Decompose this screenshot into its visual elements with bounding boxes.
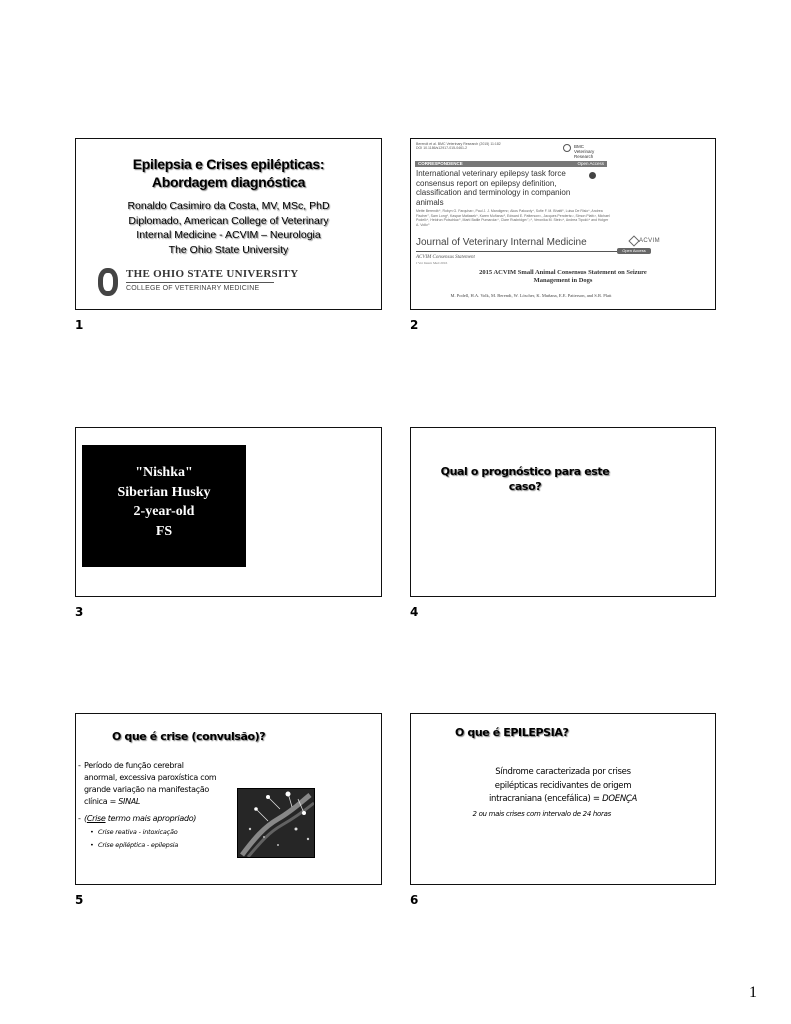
bullet-line: Período de função cerebral — [84, 761, 184, 770]
journal-open-access-badge: Open Access — [617, 248, 651, 254]
bullet-term — [78, 814, 197, 823]
statement-title — [411, 269, 715, 285]
credential-line-1: Diplomado, American College of Veterinary — [128, 214, 329, 227]
crossmark-icon — [589, 172, 596, 179]
slide-number: 4 — [410, 605, 419, 619]
patient-age: 2-year-old — [133, 504, 195, 519]
sub-bullet — [90, 841, 179, 849]
question-line-1: Qual o prognóstico para este — [440, 465, 610, 478]
slide-title — [76, 155, 381, 191]
author-name: Ronaldo Casimiro da Costa, MV, MSc, PhD — [127, 200, 330, 212]
sub-bullet-text: Crise epiléptica - epilepsia — [98, 841, 179, 849]
acvim-diamond-icon — [628, 235, 639, 246]
bullet-line: anormal, excessiva paroxística com — [84, 773, 217, 782]
consensus-citation: J Vet Intern Med 2016 — [416, 261, 448, 265]
definition-text-part: intracraniana (encefálica) = — [488, 794, 603, 804]
slide-3 — [75, 427, 382, 597]
neuron-sparks-graphic — [238, 789, 315, 858]
patient-name: "Nishka" — [135, 465, 193, 480]
definition-line: Síndrome caracterizada por crises — [495, 767, 631, 777]
correspondence-bar — [415, 161, 607, 167]
institution: The Ohio State University — [168, 243, 289, 256]
credential-line-2: Internal Medicine - ACVIM – Neurologia — [136, 229, 321, 241]
slide-4 — [410, 427, 716, 597]
open-access-label: Open Access — [577, 161, 604, 166]
bullet-dash: - — [78, 814, 81, 823]
question-line-2: caso? — [508, 480, 542, 493]
statement-authors: M. Podell, H.A. Volk, M. Berendt, W. Löscher, K. Muñana, E.E. Patterson, and S.R. Platt — [450, 293, 612, 298]
patient-breed: Siberian Husky — [117, 484, 211, 500]
sub-bullet-marker: • — [90, 828, 94, 836]
publisher-name: BMC — [574, 144, 584, 149]
article-title: International veterinary epilepsy task force consensus report on epilepsy definition, classification and terminology in companion animals — [416, 169, 571, 207]
title-line-2: Abordagem diagnóstica — [151, 174, 306, 190]
bullet-text: ( — [84, 814, 87, 823]
neuron-sparks-image — [237, 788, 315, 858]
slide-1 — [75, 138, 382, 310]
definition-line — [419, 793, 707, 807]
slide-number: 5 — [75, 893, 84, 907]
slide-6 — [410, 713, 716, 885]
bar-label: CORRESPONDENCE — [418, 161, 463, 166]
osu-block-o-icon — [98, 268, 118, 296]
underlined-term: Crise — [86, 814, 106, 823]
acvim-logo: ACVIM — [639, 238, 661, 244]
sub-bullet — [90, 828, 178, 836]
logo-text: THE OHIO STATE UNIVERSITY — [126, 268, 299, 280]
title-line-1: Epilepsia e Crises epilépticas: — [132, 156, 325, 172]
page-number: 1 — [749, 984, 757, 1001]
bullet-text: termo mais apropriado) — [105, 814, 197, 823]
journal-rule — [416, 251, 646, 252]
bullet-text: clínica = — [84, 797, 119, 806]
logo-subtext: COLLEGE OF VETERINARY MEDICINE — [126, 285, 260, 292]
emphasis-disease: DOENÇA — [602, 794, 638, 804]
statement-line-2: Management in Dogs — [533, 277, 593, 284]
slide-number: 3 — [75, 605, 84, 619]
definition-line: epilépticas recidivantes de origem — [494, 780, 632, 791]
author-block — [76, 199, 381, 257]
slide-number: 2 — [410, 318, 419, 332]
logo-divider — [126, 282, 274, 283]
slide-5 — [75, 713, 382, 885]
consensus-label: ACVIM Consensus Statement — [416, 255, 475, 260]
bullet-definition — [78, 760, 262, 808]
patient-sex: FS — [155, 523, 173, 539]
bullet-line — [84, 796, 262, 808]
definition-text — [411, 766, 715, 807]
bullet-line: grande variação na manifestação — [84, 785, 210, 794]
case-card — [82, 445, 246, 567]
slide-number: 1 — [75, 318, 84, 332]
sub-bullet-marker: • — [90, 841, 94, 849]
question-title — [435, 464, 615, 494]
osu-logo — [98, 268, 299, 302]
doi-line: DOI 10.1186/s12917-015-0461-2 — [416, 146, 468, 150]
slide-title: O que é crise (convulsão)? — [112, 730, 266, 743]
emphasis-signal: SINAL — [118, 797, 141, 806]
article-authors: Mette Berendt¹*, Robyn G. Farquhar², Paul J. J. Mandigers³, Akos Pakozdy⁴, Sofie F. M. Bhatti⁵, Luisa De Risio⁶, Andrea Fischer⁷, Sam Long⁸, Kaspar Matiasek⁹, Karen Muñana¹⁰, Edward E. Patterson¹¹, Jacques Penderis¹², Simon Platt¹³, Michael Podell¹⁴, Heidrun Potschka¹⁵, Martí Batlle Pumarola¹⁶, Clare Rusbridge¹⁷,¹⁸, Veronika M. Stein¹⁹, Andrea Tipold¹⁹ and Holger A. Volk²⁰ — [416, 209, 610, 228]
bmc-logo — [563, 143, 609, 157]
bullet-dash: - — [78, 761, 81, 770]
slide-title: O que é EPILEPSIA? — [455, 726, 569, 739]
journal-name: Journal of Veterinary Internal Medicine — [416, 237, 587, 248]
slide-2 — [410, 138, 716, 310]
publisher-subtitle: Veterinary Research — [574, 149, 595, 159]
definition-footnote: 2 ou mais crises com intervalo de 24 horas — [472, 810, 611, 818]
citation-line: Berendt et al. BMC Veterinary Research (2015) 11:182 — [416, 142, 501, 146]
statement-line-1: 2015 ACVIM Small Animal Consensus Statement on Seizure — [479, 269, 647, 276]
bmc-circle-icon — [563, 144, 571, 152]
slide-number: 6 — [410, 893, 419, 907]
sub-bullet-text: Crise reativa - intoxicação — [98, 828, 178, 836]
